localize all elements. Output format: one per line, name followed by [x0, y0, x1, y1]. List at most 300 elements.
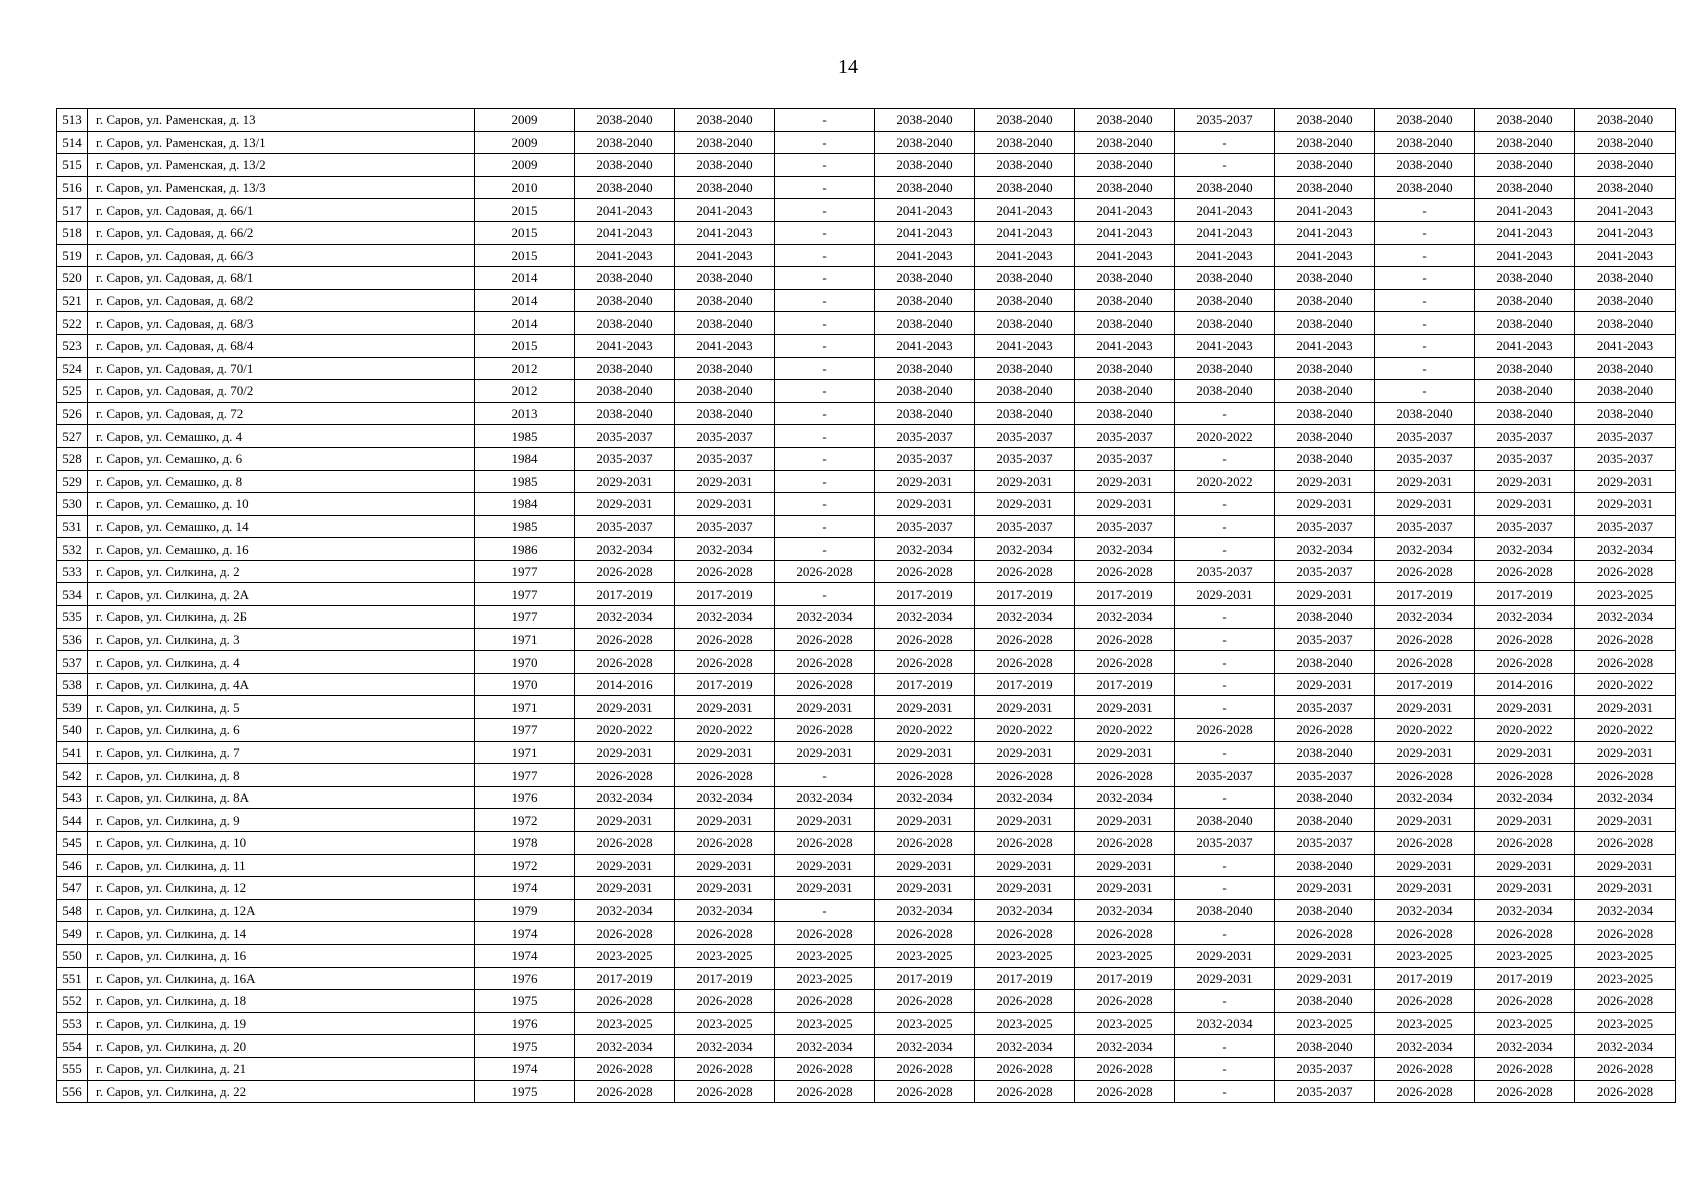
- period-cell-9: 2029-2031: [1375, 470, 1475, 493]
- period-cell-2: 2038-2040: [675, 312, 775, 335]
- year-built-cell: 1985: [475, 470, 575, 493]
- year-built-cell: 1971: [475, 696, 575, 719]
- period-cell-6: 2032-2034: [1075, 899, 1175, 922]
- table-row: [57, 967, 1676, 990]
- period-cell-8: 2035-2037: [1275, 515, 1375, 538]
- period-cell-9: 2032-2034: [1375, 538, 1475, 561]
- period-cell-5: 2026-2028: [975, 1080, 1075, 1103]
- period-cell-2: 2038-2040: [675, 154, 775, 177]
- period-cell-6: 2029-2031: [1075, 741, 1175, 764]
- year-built-cell: 1970: [475, 673, 575, 696]
- period-cell-5: 2026-2028: [975, 764, 1075, 787]
- period-cell-9: 2017-2019: [1375, 673, 1475, 696]
- period-cell-9: 2029-2031: [1375, 696, 1475, 719]
- period-cell-10: 2038-2040: [1475, 357, 1575, 380]
- period-cell-4: 2032-2034: [875, 899, 975, 922]
- period-cell-3: 2026-2028: [775, 832, 875, 855]
- year-built-cell: 2015: [475, 334, 575, 357]
- period-cell-4: 2026-2028: [875, 651, 975, 674]
- period-cell-9: 2026-2028: [1375, 922, 1475, 945]
- period-cell-5: 2035-2037: [975, 425, 1075, 448]
- period-cell-8: 2026-2028: [1275, 719, 1375, 742]
- period-cell-1: 2026-2028: [575, 990, 675, 1013]
- period-cell-7: 2038-2040: [1175, 267, 1275, 290]
- period-cell-8: 2038-2040: [1275, 990, 1375, 1013]
- period-cell-7: -: [1175, 402, 1275, 425]
- period-cell-10: 2032-2034: [1475, 1035, 1575, 1058]
- row-number-cell: 534: [57, 583, 88, 606]
- period-cell-6: 2026-2028: [1075, 1080, 1175, 1103]
- period-cell-3: -: [775, 447, 875, 470]
- address-cell: г. Саров, ул. Силкина, д. 4А: [88, 673, 475, 696]
- period-cell-6: 2026-2028: [1075, 1057, 1175, 1080]
- period-cell-8: 2038-2040: [1275, 109, 1375, 132]
- period-cell-8: 2026-2028: [1275, 922, 1375, 945]
- period-cell-5: 2029-2031: [975, 809, 1075, 832]
- year-built-cell: 2009: [475, 154, 575, 177]
- row-number-cell: 553: [57, 1012, 88, 1035]
- period-cell-11: 2035-2037: [1575, 515, 1676, 538]
- period-cell-1: 2017-2019: [575, 583, 675, 606]
- period-cell-10: 2038-2040: [1475, 109, 1575, 132]
- period-cell-7: 2035-2037: [1175, 764, 1275, 787]
- address-cell: г. Саров, ул. Силкина, д. 22: [88, 1080, 475, 1103]
- period-cell-3: -: [775, 425, 875, 448]
- table-row: [57, 1080, 1676, 1103]
- period-cell-5: 2032-2034: [975, 1035, 1075, 1058]
- address-cell: г. Саров, ул. Силкина, д. 16А: [88, 967, 475, 990]
- row-number-cell: 552: [57, 990, 88, 1013]
- period-cell-1: 2035-2037: [575, 425, 675, 448]
- year-built-cell: 1986: [475, 538, 575, 561]
- period-cell-8: 2038-2040: [1275, 176, 1375, 199]
- period-cell-10: 2041-2043: [1475, 244, 1575, 267]
- period-cell-4: 2041-2043: [875, 221, 975, 244]
- year-built-cell: 1978: [475, 832, 575, 855]
- address-cell: г. Саров, ул. Силкина, д. 7: [88, 741, 475, 764]
- year-built-cell: 1974: [475, 1057, 575, 1080]
- table-row: [57, 380, 1676, 403]
- period-cell-3: 2029-2031: [775, 696, 875, 719]
- period-cell-2: 2029-2031: [675, 741, 775, 764]
- period-cell-9: 2038-2040: [1375, 109, 1475, 132]
- period-cell-11: 2038-2040: [1575, 289, 1676, 312]
- period-cell-9: -: [1375, 244, 1475, 267]
- period-cell-1: 2032-2034: [575, 606, 675, 629]
- period-cell-2: 2038-2040: [675, 131, 775, 154]
- period-cell-9: 2032-2034: [1375, 786, 1475, 809]
- period-cell-2: 2026-2028: [675, 922, 775, 945]
- row-number-cell: 525: [57, 380, 88, 403]
- period-cell-5: 2038-2040: [975, 289, 1075, 312]
- period-cell-6: 2032-2034: [1075, 606, 1175, 629]
- year-built-cell: 1977: [475, 719, 575, 742]
- period-cell-6: 2029-2031: [1075, 470, 1175, 493]
- period-cell-10: 2020-2022: [1475, 719, 1575, 742]
- period-cell-2: 2038-2040: [675, 289, 775, 312]
- period-cell-5: 2032-2034: [975, 899, 1075, 922]
- table-body: [57, 109, 1676, 1103]
- period-cell-3: -: [775, 289, 875, 312]
- period-cell-1: 2026-2028: [575, 560, 675, 583]
- period-cell-10: 2035-2037: [1475, 425, 1575, 448]
- period-cell-8: 2035-2037: [1275, 764, 1375, 787]
- period-cell-5: 2038-2040: [975, 380, 1075, 403]
- period-cell-2: 2035-2037: [675, 515, 775, 538]
- row-number-cell: 544: [57, 809, 88, 832]
- table-row: [57, 357, 1676, 380]
- row-number-cell: 520: [57, 267, 88, 290]
- period-cell-5: 2041-2043: [975, 244, 1075, 267]
- period-cell-3: -: [775, 764, 875, 787]
- period-cell-10: 2017-2019: [1475, 967, 1575, 990]
- period-cell-10: 2038-2040: [1475, 289, 1575, 312]
- table-row: [57, 199, 1676, 222]
- period-cell-8: 2029-2031: [1275, 583, 1375, 606]
- period-cell-4: 2032-2034: [875, 786, 975, 809]
- period-cell-7: -: [1175, 154, 1275, 177]
- table-row: [57, 583, 1676, 606]
- period-cell-9: -: [1375, 357, 1475, 380]
- period-cell-10: 2041-2043: [1475, 334, 1575, 357]
- address-cell: г. Саров, ул. Семашко, д. 16: [88, 538, 475, 561]
- row-number-cell: 545: [57, 832, 88, 855]
- period-cell-2: 2029-2031: [675, 470, 775, 493]
- period-cell-9: 2026-2028: [1375, 1057, 1475, 1080]
- period-cell-3: 2029-2031: [775, 809, 875, 832]
- period-cell-8: 2038-2040: [1275, 402, 1375, 425]
- period-cell-11: 2035-2037: [1575, 425, 1676, 448]
- period-cell-11: 2032-2034: [1575, 786, 1676, 809]
- table-row: [57, 312, 1676, 335]
- year-built-cell: 1985: [475, 425, 575, 448]
- period-cell-3: 2026-2028: [775, 673, 875, 696]
- table-row: [57, 809, 1676, 832]
- period-cell-11: 2038-2040: [1575, 402, 1676, 425]
- period-cell-3: 2026-2028: [775, 1080, 875, 1103]
- period-cell-1: 2020-2022: [575, 719, 675, 742]
- row-number-cell: 550: [57, 944, 88, 967]
- period-cell-7: -: [1175, 1080, 1275, 1103]
- period-cell-5: 2026-2028: [975, 560, 1075, 583]
- period-cell-6: 2038-2040: [1075, 131, 1175, 154]
- year-built-cell: 1977: [475, 764, 575, 787]
- row-number-cell: 555: [57, 1057, 88, 1080]
- period-cell-3: -: [775, 154, 875, 177]
- period-cell-10: 2032-2034: [1475, 606, 1575, 629]
- period-cell-10: 2029-2031: [1475, 741, 1575, 764]
- period-cell-4: 2038-2040: [875, 402, 975, 425]
- period-cell-2: 2017-2019: [675, 583, 775, 606]
- period-cell-10: 2026-2028: [1475, 628, 1575, 651]
- period-cell-2: 2032-2034: [675, 1035, 775, 1058]
- period-cell-1: 2038-2040: [575, 357, 675, 380]
- period-cell-9: 2035-2037: [1375, 425, 1475, 448]
- period-cell-5: 2032-2034: [975, 786, 1075, 809]
- period-cell-1: 2026-2028: [575, 922, 675, 945]
- period-cell-8: 2038-2040: [1275, 380, 1375, 403]
- period-cell-4: 2026-2028: [875, 628, 975, 651]
- address-cell: г. Саров, ул. Садовая, д. 72: [88, 402, 475, 425]
- period-cell-6: 2029-2031: [1075, 877, 1175, 900]
- period-cell-7: 2029-2031: [1175, 967, 1275, 990]
- period-cell-7: 2032-2034: [1175, 1012, 1275, 1035]
- year-built-cell: 1974: [475, 877, 575, 900]
- row-number-cell: 539: [57, 696, 88, 719]
- year-built-cell: 1985: [475, 515, 575, 538]
- address-cell: г. Саров, ул. Садовая, д. 70/1: [88, 357, 475, 380]
- row-number-cell: 543: [57, 786, 88, 809]
- row-number-cell: 518: [57, 221, 88, 244]
- period-cell-5: 2017-2019: [975, 673, 1075, 696]
- period-cell-8: 2038-2040: [1275, 741, 1375, 764]
- table-row: [57, 334, 1676, 357]
- table-row: [57, 990, 1676, 1013]
- period-cell-11: 2035-2037: [1575, 447, 1676, 470]
- period-cell-3: 2023-2025: [775, 944, 875, 967]
- period-cell-1: 2041-2043: [575, 199, 675, 222]
- period-cell-4: 2038-2040: [875, 357, 975, 380]
- period-cell-10: 2035-2037: [1475, 515, 1575, 538]
- address-cell: г. Саров, ул. Семашко, д. 8: [88, 470, 475, 493]
- period-cell-7: 2038-2040: [1175, 289, 1275, 312]
- period-cell-1: 2032-2034: [575, 899, 675, 922]
- schedule-table: [56, 108, 1676, 1103]
- period-cell-7: 2020-2022: [1175, 470, 1275, 493]
- period-cell-3: 2026-2028: [775, 628, 875, 651]
- period-cell-7: -: [1175, 538, 1275, 561]
- period-cell-8: 2032-2034: [1275, 538, 1375, 561]
- table-row: [57, 741, 1676, 764]
- period-cell-2: 2026-2028: [675, 832, 775, 855]
- address-cell: г. Саров, ул. Садовая, д. 68/2: [88, 289, 475, 312]
- period-cell-6: 2038-2040: [1075, 154, 1175, 177]
- period-cell-1: 2029-2031: [575, 854, 675, 877]
- year-built-cell: 1975: [475, 990, 575, 1013]
- period-cell-1: 2026-2028: [575, 764, 675, 787]
- period-cell-3: -: [775, 176, 875, 199]
- address-cell: г. Саров, ул. Силкина, д. 2Б: [88, 606, 475, 629]
- period-cell-7: -: [1175, 877, 1275, 900]
- table-row: [57, 1057, 1676, 1080]
- period-cell-8: 2041-2043: [1275, 221, 1375, 244]
- row-number-cell: 516: [57, 176, 88, 199]
- year-built-cell: 1977: [475, 560, 575, 583]
- period-cell-9: 2020-2022: [1375, 719, 1475, 742]
- row-number-cell: 530: [57, 493, 88, 516]
- page-number: 14: [838, 56, 858, 78]
- period-cell-10: 2026-2028: [1475, 1057, 1575, 1080]
- row-number-cell: 524: [57, 357, 88, 380]
- period-cell-7: 2038-2040: [1175, 357, 1275, 380]
- period-cell-2: 2038-2040: [675, 402, 775, 425]
- row-number-cell: 541: [57, 741, 88, 764]
- period-cell-5: 2029-2031: [975, 741, 1075, 764]
- period-cell-5: 2038-2040: [975, 402, 1075, 425]
- period-cell-11: 2038-2040: [1575, 357, 1676, 380]
- period-cell-9: 2023-2025: [1375, 1012, 1475, 1035]
- period-cell-11: 2041-2043: [1575, 244, 1676, 267]
- period-cell-9: 2029-2031: [1375, 877, 1475, 900]
- period-cell-10: 2041-2043: [1475, 221, 1575, 244]
- row-number-cell: 547: [57, 877, 88, 900]
- period-cell-8: 2038-2040: [1275, 131, 1375, 154]
- period-cell-8: 2035-2037: [1275, 832, 1375, 855]
- table-row: [57, 696, 1676, 719]
- period-cell-2: 2017-2019: [675, 967, 775, 990]
- period-cell-11: 2026-2028: [1575, 1080, 1676, 1103]
- table-row: [57, 425, 1676, 448]
- period-cell-6: 2026-2028: [1075, 628, 1175, 651]
- period-cell-3: -: [775, 312, 875, 335]
- period-cell-10: 2038-2040: [1475, 176, 1575, 199]
- period-cell-1: 2029-2031: [575, 493, 675, 516]
- period-cell-9: 2026-2028: [1375, 764, 1475, 787]
- period-cell-7: -: [1175, 606, 1275, 629]
- address-cell: г. Саров, ул. Садовая, д. 66/3: [88, 244, 475, 267]
- period-cell-5: 2032-2034: [975, 606, 1075, 629]
- table-row: [57, 786, 1676, 809]
- table-row: [57, 402, 1676, 425]
- period-cell-1: 2023-2025: [575, 1012, 675, 1035]
- period-cell-7: -: [1175, 854, 1275, 877]
- year-built-cell: 2010: [475, 176, 575, 199]
- period-cell-4: 2029-2031: [875, 493, 975, 516]
- table-row: [57, 493, 1676, 516]
- period-cell-2: 2038-2040: [675, 267, 775, 290]
- period-cell-5: 2023-2025: [975, 1012, 1075, 1035]
- period-cell-8: 2038-2040: [1275, 425, 1375, 448]
- address-cell: г. Саров, ул. Садовая, д. 70/2: [88, 380, 475, 403]
- period-cell-10: 2038-2040: [1475, 267, 1575, 290]
- period-cell-9: 2038-2040: [1375, 131, 1475, 154]
- period-cell-1: 2026-2028: [575, 1057, 675, 1080]
- address-cell: г. Саров, ул. Семашко, д. 6: [88, 447, 475, 470]
- period-cell-3: 2026-2028: [775, 1057, 875, 1080]
- period-cell-11: 2041-2043: [1575, 334, 1676, 357]
- period-cell-3: -: [775, 357, 875, 380]
- period-cell-4: 2038-2040: [875, 154, 975, 177]
- year-built-cell: 2009: [475, 131, 575, 154]
- period-cell-2: 2032-2034: [675, 606, 775, 629]
- period-cell-1: 2035-2037: [575, 447, 675, 470]
- table-row: [57, 560, 1676, 583]
- row-number-cell: 540: [57, 719, 88, 742]
- period-cell-8: 2041-2043: [1275, 199, 1375, 222]
- period-cell-4: 2026-2028: [875, 1057, 975, 1080]
- period-cell-6: 2032-2034: [1075, 1035, 1175, 1058]
- row-number-cell: 531: [57, 515, 88, 538]
- period-cell-6: 2041-2043: [1075, 221, 1175, 244]
- address-cell: г. Саров, ул. Семашко, д. 14: [88, 515, 475, 538]
- period-cell-1: 2017-2019: [575, 967, 675, 990]
- period-cell-1: 2029-2031: [575, 877, 675, 900]
- period-cell-2: 2041-2043: [675, 199, 775, 222]
- period-cell-5: 2035-2037: [975, 447, 1075, 470]
- year-built-cell: 1975: [475, 1035, 575, 1058]
- period-cell-3: 2029-2031: [775, 741, 875, 764]
- period-cell-4: 2029-2031: [875, 470, 975, 493]
- period-cell-5: 2029-2031: [975, 696, 1075, 719]
- period-cell-3: 2032-2034: [775, 606, 875, 629]
- period-cell-4: 2038-2040: [875, 109, 975, 132]
- period-cell-9: -: [1375, 199, 1475, 222]
- period-cell-6: 2041-2043: [1075, 244, 1175, 267]
- address-cell: г. Саров, ул. Садовая, д. 66/2: [88, 221, 475, 244]
- period-cell-9: 2029-2031: [1375, 493, 1475, 516]
- period-cell-3: 2026-2028: [775, 990, 875, 1013]
- period-cell-7: -: [1175, 493, 1275, 516]
- period-cell-1: 2029-2031: [575, 741, 675, 764]
- row-number-cell: 519: [57, 244, 88, 267]
- period-cell-4: 2017-2019: [875, 967, 975, 990]
- period-cell-4: 2017-2019: [875, 673, 975, 696]
- table-row: [57, 854, 1676, 877]
- address-cell: г. Саров, ул. Силкина, д. 9: [88, 809, 475, 832]
- period-cell-8: 2038-2040: [1275, 809, 1375, 832]
- period-cell-4: 2029-2031: [875, 854, 975, 877]
- period-cell-1: 2026-2028: [575, 832, 675, 855]
- period-cell-5: 2029-2031: [975, 854, 1075, 877]
- period-cell-2: 2041-2043: [675, 244, 775, 267]
- row-number-cell: 532: [57, 538, 88, 561]
- address-cell: г. Саров, ул. Силкина, д. 12А: [88, 899, 475, 922]
- year-built-cell: 2014: [475, 267, 575, 290]
- period-cell-11: 2023-2025: [1575, 944, 1676, 967]
- period-cell-9: 2029-2031: [1375, 741, 1475, 764]
- table-row: [57, 154, 1676, 177]
- row-number-cell: 513: [57, 109, 88, 132]
- period-cell-2: 2029-2031: [675, 493, 775, 516]
- period-cell-1: 2029-2031: [575, 696, 675, 719]
- period-cell-5: 2035-2037: [975, 515, 1075, 538]
- table-row: [57, 538, 1676, 561]
- period-cell-10: 2026-2028: [1475, 922, 1575, 945]
- year-built-cell: 2012: [475, 380, 575, 403]
- period-cell-7: 2038-2040: [1175, 809, 1275, 832]
- period-cell-4: 2026-2028: [875, 560, 975, 583]
- period-cell-1: 2038-2040: [575, 131, 675, 154]
- row-number-cell: 536: [57, 628, 88, 651]
- period-cell-4: 2041-2043: [875, 199, 975, 222]
- period-cell-1: 2026-2028: [575, 1080, 675, 1103]
- period-cell-6: 2026-2028: [1075, 922, 1175, 945]
- period-cell-7: 2026-2028: [1175, 719, 1275, 742]
- period-cell-1: 2038-2040: [575, 289, 675, 312]
- period-cell-10: 2023-2025: [1475, 1012, 1575, 1035]
- period-cell-9: 2029-2031: [1375, 854, 1475, 877]
- row-number-cell: 517: [57, 199, 88, 222]
- period-cell-2: 2035-2037: [675, 425, 775, 448]
- row-number-cell: 526: [57, 402, 88, 425]
- address-cell: г. Саров, ул. Силкина, д. 10: [88, 832, 475, 855]
- period-cell-3: 2026-2028: [775, 651, 875, 674]
- address-cell: г. Саров, ул. Силкина, д. 11: [88, 854, 475, 877]
- period-cell-4: 2035-2037: [875, 447, 975, 470]
- year-built-cell: 2012: [475, 357, 575, 380]
- period-cell-6: 2017-2019: [1075, 673, 1175, 696]
- period-cell-7: 2038-2040: [1175, 176, 1275, 199]
- period-cell-11: 2038-2040: [1575, 267, 1676, 290]
- period-cell-6: 2038-2040: [1075, 312, 1175, 335]
- address-cell: г. Саров, ул. Семашко, д. 10: [88, 493, 475, 516]
- period-cell-2: 2038-2040: [675, 380, 775, 403]
- period-cell-7: 2038-2040: [1175, 380, 1275, 403]
- period-cell-10: 2029-2031: [1475, 854, 1575, 877]
- address-cell: г. Саров, ул. Силкина, д. 3: [88, 628, 475, 651]
- period-cell-11: 2038-2040: [1575, 380, 1676, 403]
- period-cell-6: 2023-2025: [1075, 1012, 1175, 1035]
